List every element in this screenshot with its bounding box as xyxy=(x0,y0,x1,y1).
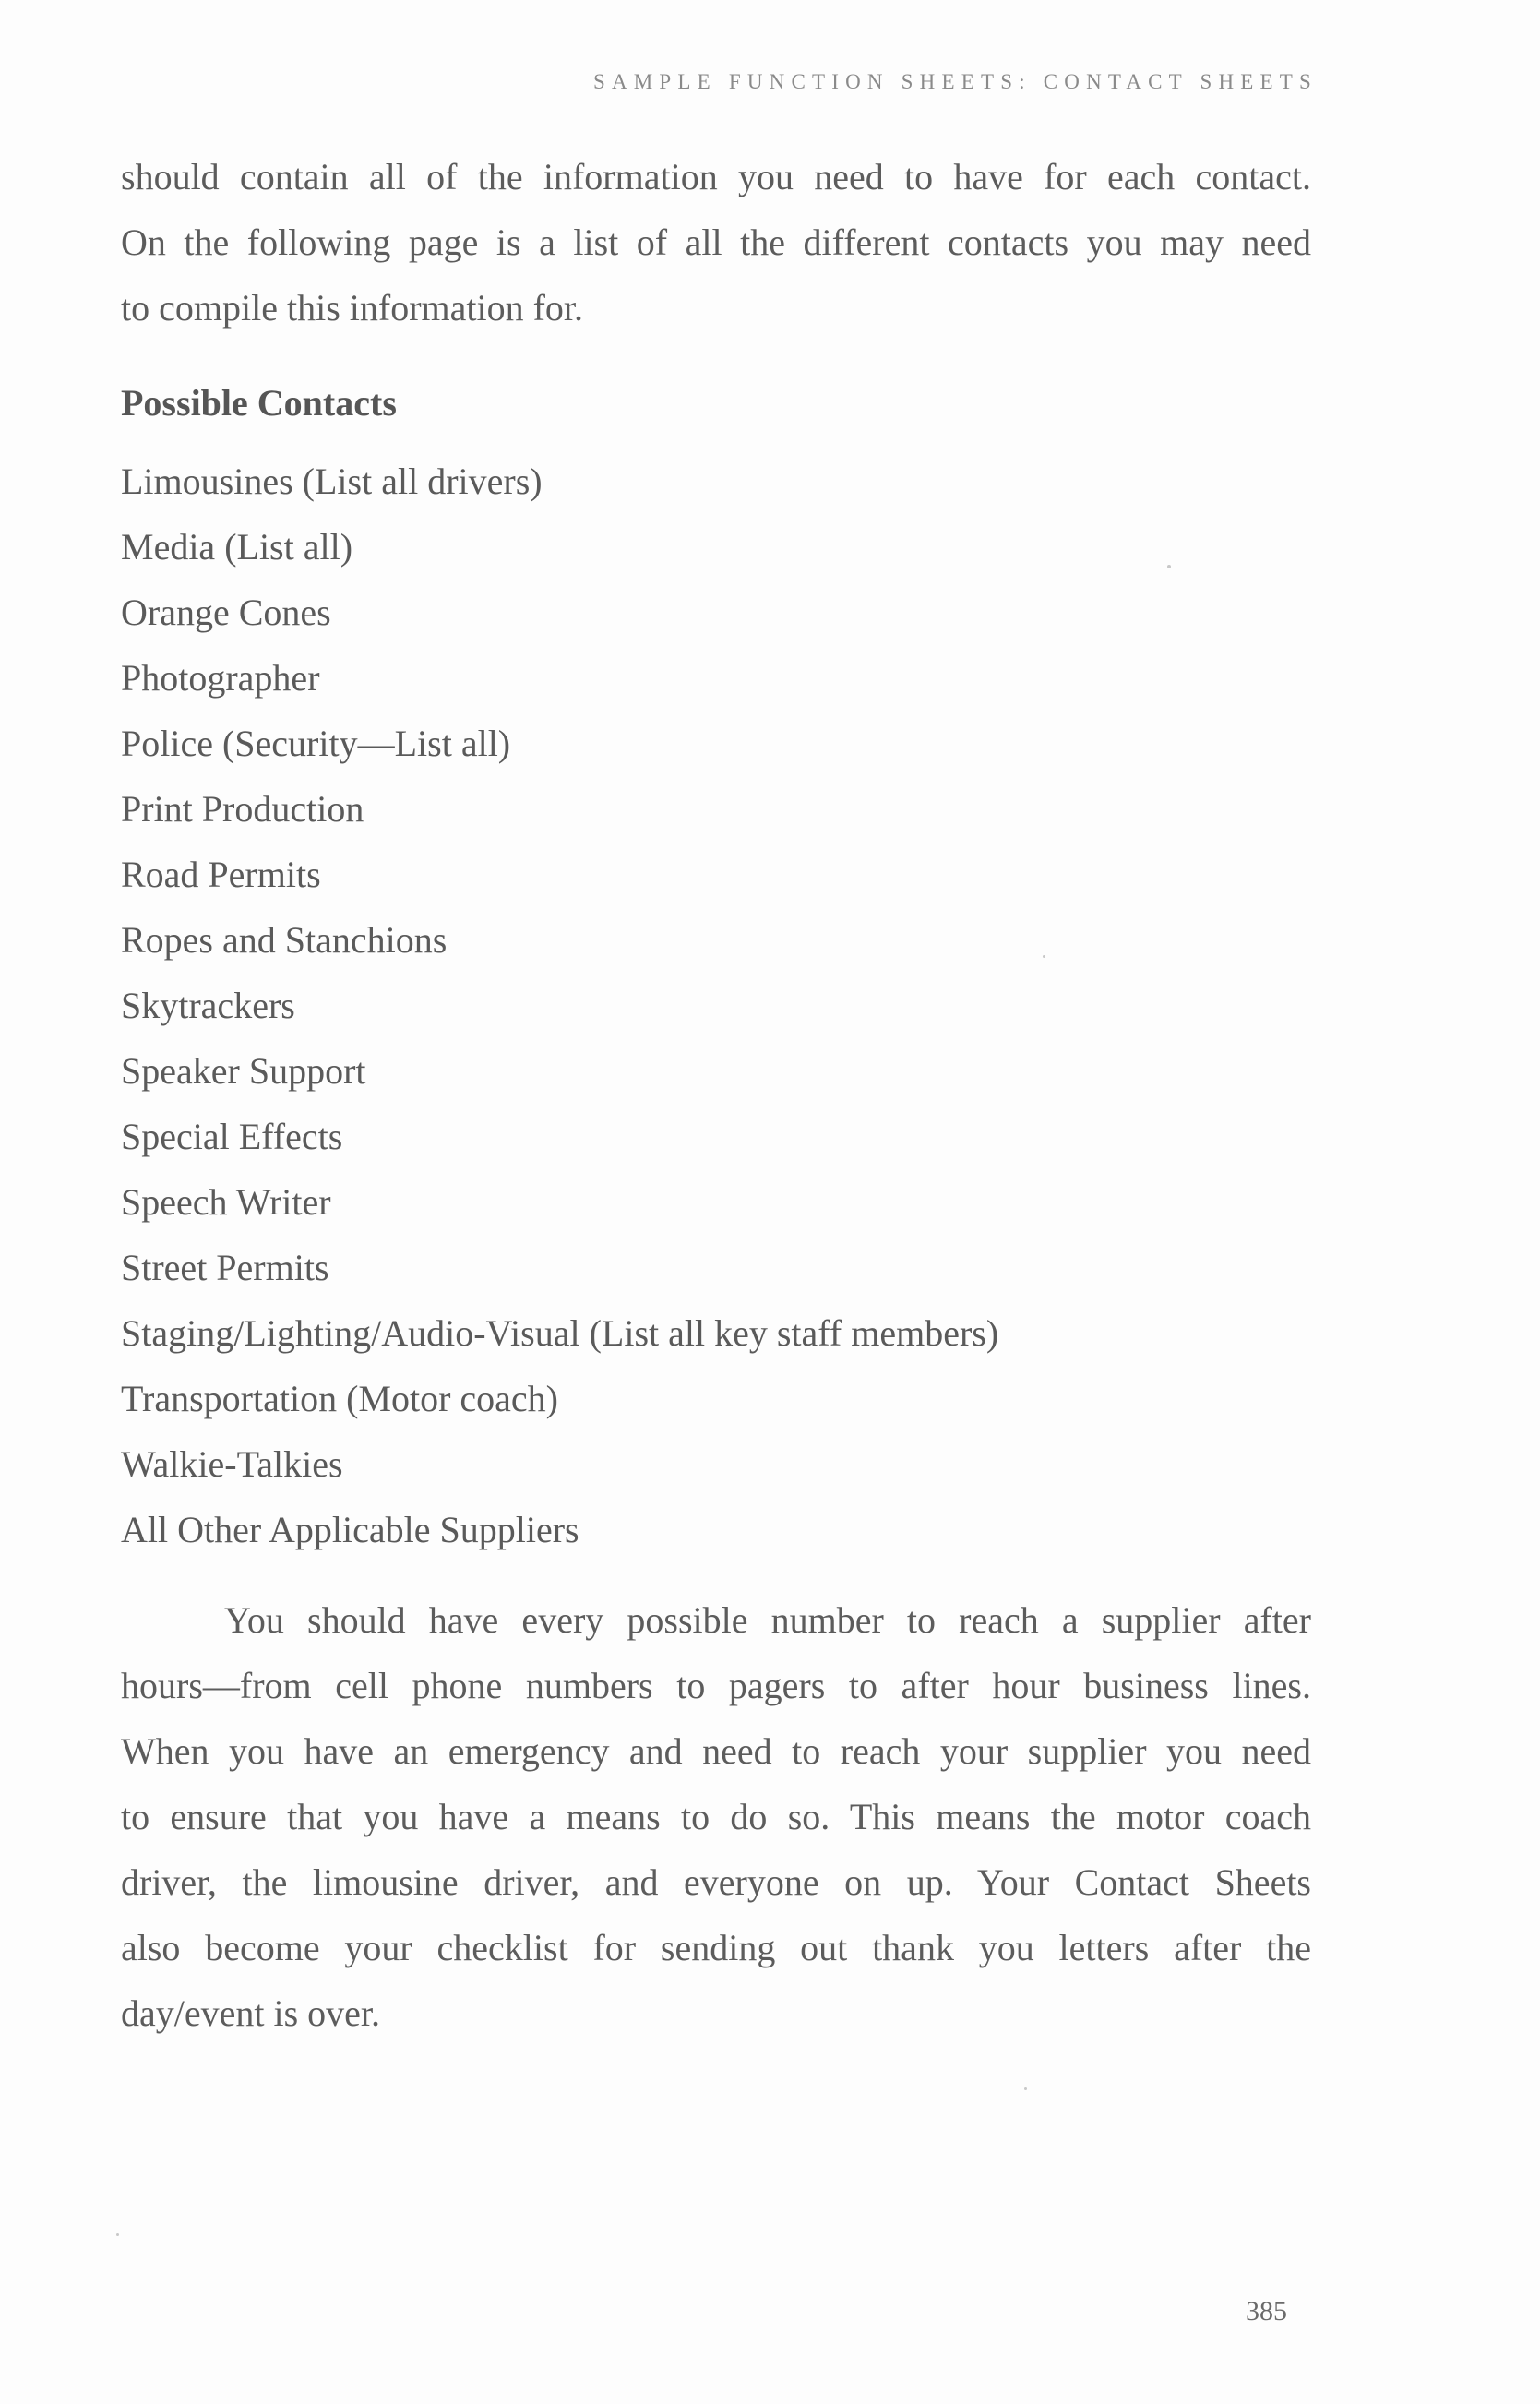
section-heading: Possible Contacts xyxy=(121,382,397,424)
contact-list xyxy=(121,449,998,1562)
list-item: Limousines (List all drivers) xyxy=(121,460,543,502)
scan-speck xyxy=(1043,955,1045,958)
list-item: Transportation (Motor coach) xyxy=(121,1378,558,1419)
scan-speck xyxy=(1024,2087,1027,2090)
list-item: Skytrackers xyxy=(121,985,295,1026)
running-head: SAMPLE FUNCTION SHEETS: CONTACT SHEETS xyxy=(592,70,1318,93)
list-item: Police (Security—List all) xyxy=(121,723,511,764)
paragraph-line: to ensure that you have a means to do so. This means the motor coach xyxy=(121,1796,1311,1837)
list-item: Speaker Support xyxy=(121,1050,366,1092)
paragraph-line: should contain all of the information you need to have for each contact. xyxy=(121,156,1311,197)
paragraph-line: hours—from cell phone numbers to pagers to after hour business lines. xyxy=(121,1665,1311,1706)
list-item: Speech Writer xyxy=(121,1181,331,1223)
list-item: Walkie-Talkies xyxy=(121,1443,343,1485)
list-item: All Other Applicable Suppliers xyxy=(121,1509,579,1550)
list-item: Staging/Lighting/Audio-Visual (List all key staff members) xyxy=(121,1312,999,1354)
list-item: Media (List all) xyxy=(121,526,353,568)
paragraph-line: When you have an emergency and need to reach your supplier you need xyxy=(121,1730,1311,1772)
scan-speck xyxy=(1167,565,1171,568)
list-item: Orange Cones xyxy=(121,592,331,633)
intro-paragraph xyxy=(121,144,1311,341)
list-item: Street Permits xyxy=(121,1247,329,1288)
list-item: Print Production xyxy=(121,788,364,830)
paragraph-line: to compile this information for. xyxy=(121,287,584,329)
paragraph-line: You should have every possible number to reach a supplier after xyxy=(224,1599,1311,1641)
scan-speck xyxy=(116,2233,119,2236)
list-item: Ropes and Stanchions xyxy=(121,919,448,961)
paragraph-line: driver, the limousine driver, and everyone on up. Your Contact Sheets xyxy=(121,1861,1311,1903)
list-item: Road Permits xyxy=(121,854,321,895)
page-number: 385 xyxy=(1246,2296,1287,2326)
paragraph-line: day/event is over. xyxy=(121,1992,381,2034)
closing-paragraph xyxy=(121,1587,1311,2046)
list-item: Photographer xyxy=(121,657,320,699)
paragraph-line: also become your checklist for sending out thank you letters after the xyxy=(121,1927,1311,1968)
list-item: Special Effects xyxy=(121,1116,343,1157)
paragraph-line: On the following page is a list of all the different contacts you may need xyxy=(121,221,1311,263)
